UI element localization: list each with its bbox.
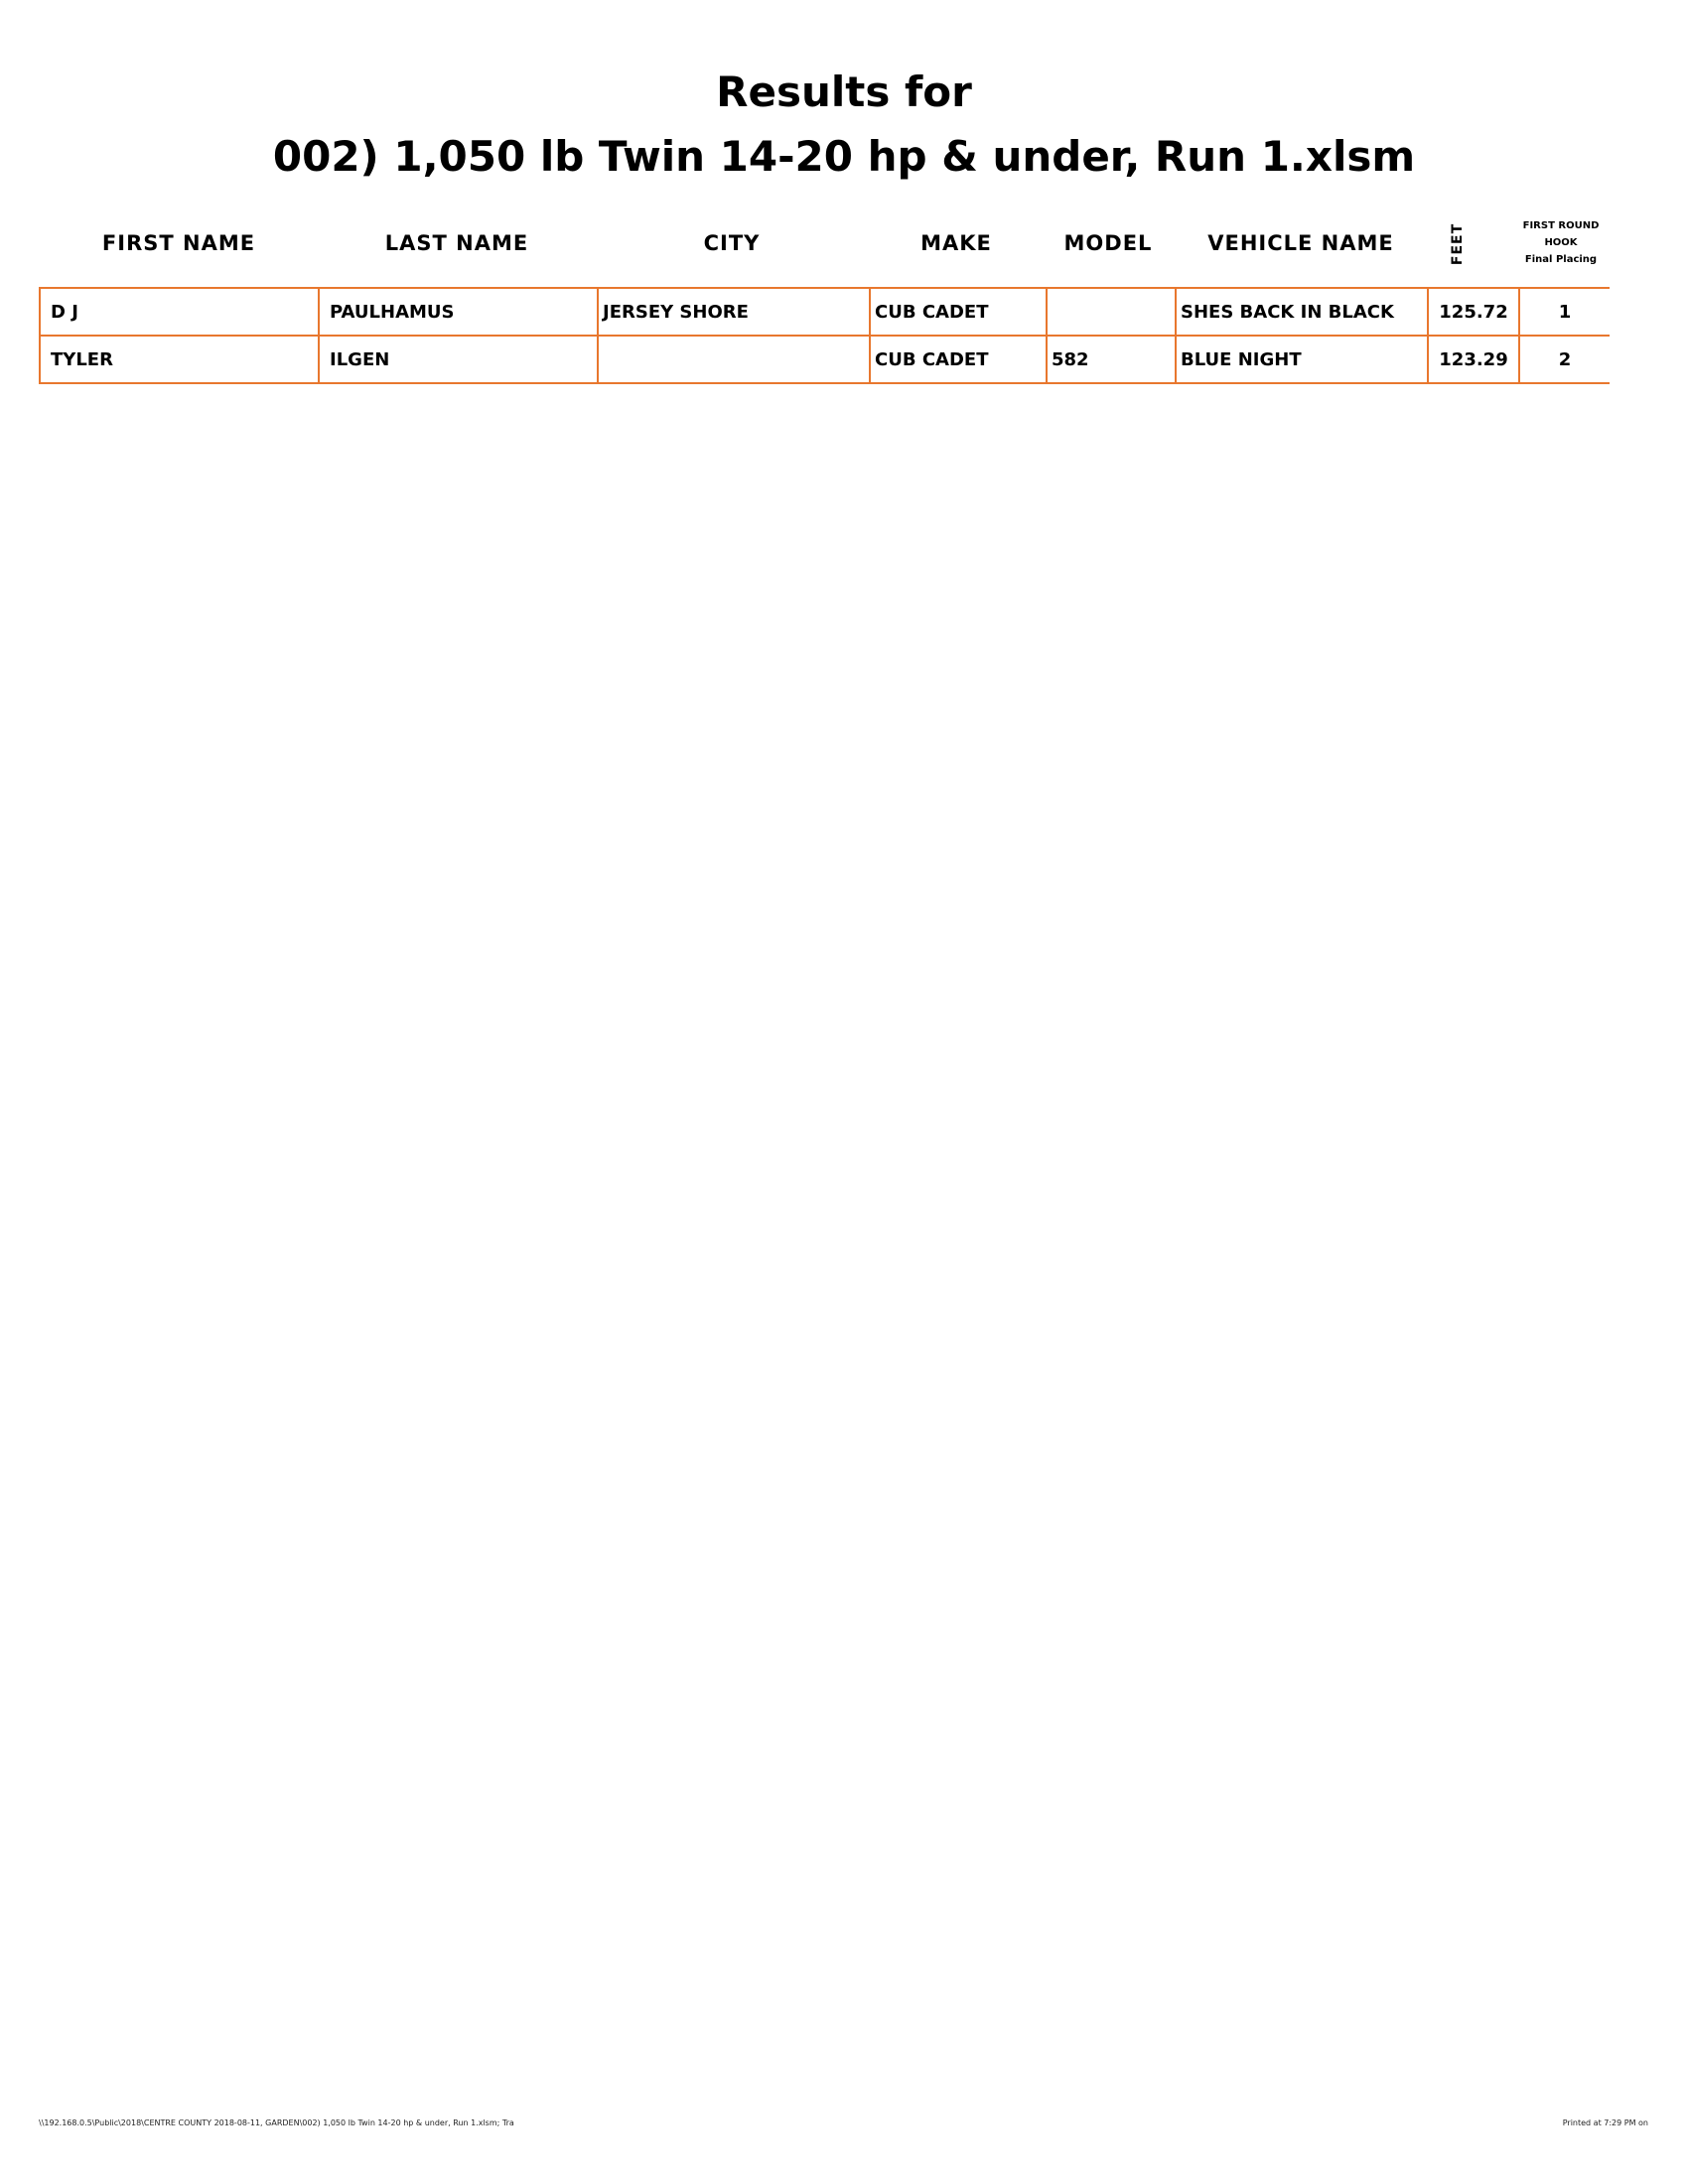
results-table: [39, 287, 1610, 384]
placing-header-line-2: HOOK: [1544, 237, 1578, 248]
placing-header-line-1: FIRST ROUND: [1522, 220, 1600, 231]
placing-header-line-3: Final Placing: [1524, 254, 1598, 265]
table-row: [40, 336, 1610, 383]
cell-feet: 123.29: [1428, 336, 1519, 383]
cell-vehicle-name: BLUE NIGHT: [1176, 336, 1428, 383]
cell-city: JERSEY SHORE: [598, 288, 870, 336]
cell-last-name: PAULHAMUS: [319, 288, 598, 336]
cell-placing: 2: [1519, 336, 1610, 383]
column-header-last-name: LAST NAME: [384, 231, 529, 255]
footer-printed-at: Printed at 7:29 PM on: [1562, 2118, 1648, 2127]
cell-model: 582: [1047, 336, 1176, 383]
page-title-line-2: 002) 1,050 lb Twin 14-20 hp & under, Run 1.xlsm: [272, 132, 1416, 181]
cell-city: [598, 336, 870, 383]
cell-model: [1047, 288, 1176, 336]
column-header-feet: FEET: [1450, 222, 1466, 266]
column-header-vehicle-name: VEHICLE NAME: [1207, 231, 1394, 255]
column-header-make: MAKE: [920, 231, 992, 255]
footer-file-path: \\192.168.0.5\Public\2018\CENTRE COUNTY 2018-08-11, GARDEN\002) 1,050 lb Twin 14-20 hp & under, Run 1.xlsm; Tra: [39, 2118, 514, 2127]
cell-feet: 125.72: [1428, 288, 1519, 336]
table-row: [40, 288, 1610, 336]
cell-make: CUB CADET: [870, 336, 1047, 383]
column-header-model: MODEL: [1063, 231, 1153, 255]
cell-last-name: ILGEN: [319, 336, 598, 383]
column-header-city: CITY: [703, 231, 761, 255]
column-header-placing: [1501, 217, 1620, 268]
cell-first-name: D J: [40, 288, 319, 336]
column-header-first-name: FIRST NAME: [101, 231, 256, 255]
cell-make: CUB CADET: [870, 288, 1047, 336]
cell-placing: 1: [1519, 288, 1610, 336]
cell-vehicle-name: SHES BACK IN BLACK: [1176, 288, 1428, 336]
page-title-line-1: Results for: [716, 68, 972, 116]
cell-first-name: TYLER: [40, 336, 319, 383]
